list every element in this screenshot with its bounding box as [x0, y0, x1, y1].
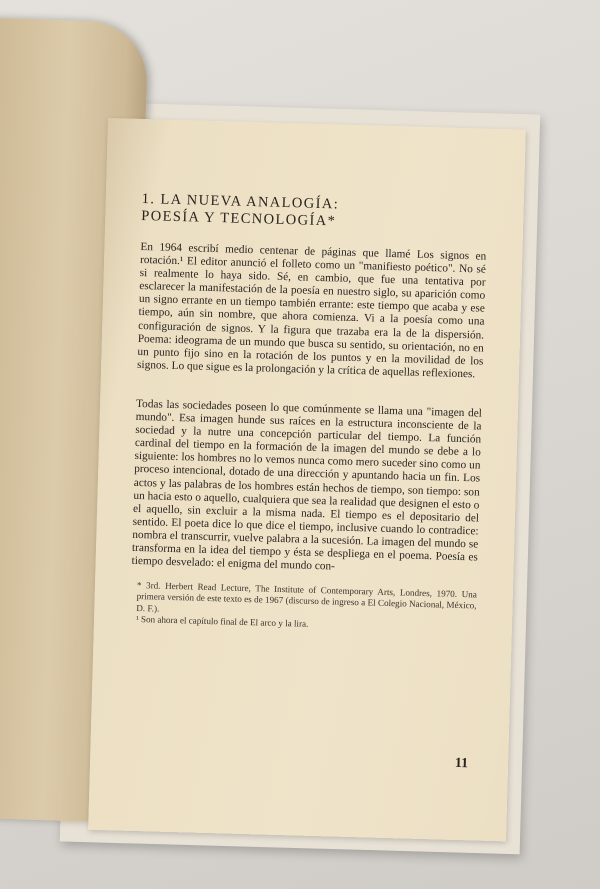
page-content — [130, 191, 488, 634]
chapter-title-line-2: POESÍA Y TECNOLOGÍA* — [141, 207, 337, 230]
page-number: 11 — [454, 755, 469, 772]
chapter-title-line-1: 1. LA NUEVA ANALOGÍA: — [141, 190, 340, 213]
footnote-1: ¹ Son ahora el capítulo final de El arco y la lira. — [135, 613, 309, 629]
footnotes — [130, 580, 477, 634]
footnote-asterisk: * 3rd. Herbert Read Lecture, The Institute of Contemporary Arts, Londres, 1970. Una primera versión de este texto es de 1967 (discurso de ingreso a El Colegio Nacional, México, D. F.). — [136, 580, 477, 614]
paragraph-2: Todas las sociedades poseen lo que comúnmente se llama una "imagen del mundo". Esa imagen hunde sus raíces en la estructura inconsciente de la sociedad y la nutre una concepción particular del tiempo. La función cardinal del tiempo en la formación de la imagen del mundo se debe a lo siguiente: los hombres no lo vemos nunca como mero suceder sino como un proceso intencional, dotado de una dirección y apuntando hacia un fin. Los actos y las palabras de los hombres están hechos de tiempo, son tiempo: son un hacia esto o aquello, cualquiera que sea la realidad que designen el esto o el aquello, sin excluir a la misma nada. El tiempo es el depositario del sentido. El poeta dice lo que dice el tiempo, inclusive cuando lo contradice: nombra el transcurrir, vuelve palabra a la sucesión. La imagen del mundo se transforma en la idea del tiempo y ésta se despliega en el poema. Poesía es tiempo desvelado: el enigma del mundo con- — [131, 397, 483, 573]
paragraph-1: En 1964 escribí medio centenar de páginas que llamé Los signos en rotación.¹ El editor anunció el folleto como un "manifiesto poético". No sé si realmente lo haya sido. Sé, en cambio, que fue una tentativa por esclarecer la manifestación de la poesía en nuestro siglo, su aparición como un signo errante en un tiempo también errante: este tiempo que acaba y ese tiempo, aún sin nombre, que ahora comienza. Vi a la poesía como una configuración de signos. Y la figura que trazaba era la de la dispersión. Poema: ideograma de un mundo que busca su sentido, su orientación, no en un punto fijo sino en la rotación de los puntos y en la movilidad de los signos. Lo que sigue es la prolongación y la crítica de aquellas reflexiones. — [136, 240, 487, 381]
book-page — [88, 118, 526, 841]
chapter-title — [141, 191, 488, 235]
